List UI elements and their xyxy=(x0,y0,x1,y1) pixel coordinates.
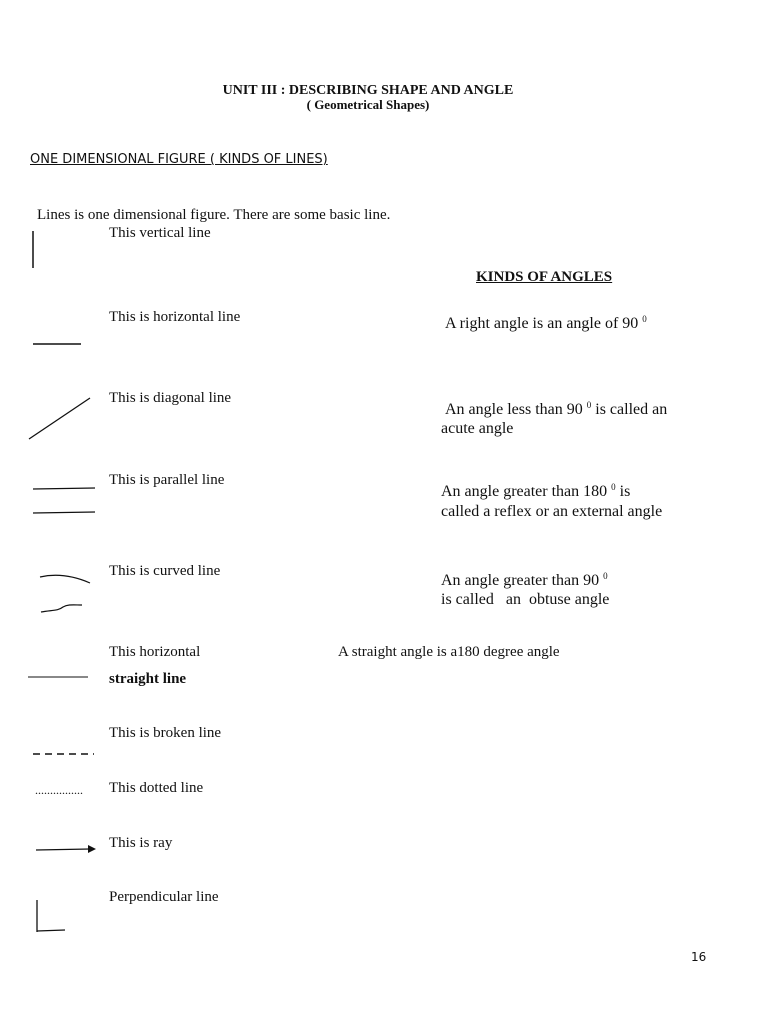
page-number: 16 xyxy=(691,950,707,964)
perpendicular-line-label: Perpendicular line xyxy=(109,889,219,905)
diagonal-line-figure xyxy=(29,398,90,439)
curved-line-top-figure xyxy=(40,575,90,583)
diagonal-line-label: This is diagonal line xyxy=(109,390,232,406)
horizontal-line-label: This is horizontal line xyxy=(109,309,241,325)
parallel-line-top-figure xyxy=(33,488,95,489)
intro-text: Lines is one dimensional figure. There are some basic line. xyxy=(37,207,391,223)
angles-heading: KINDS OF ANGLES xyxy=(476,269,613,285)
right-angle-text: A right angle is an angle of 90 $^0$ xyxy=(445,314,647,332)
perpendicular-horizontal-figure xyxy=(37,930,65,931)
parallel-line-bottom-figure xyxy=(33,512,95,513)
acute-angle-text: An angle less than 90 $^0$ is called an acute angle xyxy=(441,400,668,437)
obtuse-angle-text: An angle greater than 90 $^0$ is called an obtuse angle xyxy=(441,571,610,608)
dotted-line-label: This dotted line xyxy=(109,780,204,796)
ray-line-figure xyxy=(36,849,90,850)
horizontal-straight-label-bold: straight line xyxy=(109,671,187,687)
curved-line-label: This is curved line xyxy=(109,563,221,579)
vertical-line-label: This vertical line xyxy=(109,225,211,241)
reflex-angle-text: An angle greater than 180 $^0$ is called a reflex or an external angle xyxy=(441,482,663,520)
parallel-line-label: This is parallel line xyxy=(109,472,225,488)
straight-angle-text: A straight angle is a180 degree angle xyxy=(338,644,560,660)
page-subtitle: ( Geometrical Shapes) xyxy=(306,97,430,112)
horizontal-straight-label: This horizontal xyxy=(109,644,201,660)
page-title: UNIT III : DESCRIBING SHAPE AND ANGLE xyxy=(222,83,514,98)
broken-line-label: This is broken line xyxy=(109,725,222,741)
section-heading: ONE DIMENSIONAL FIGURE ( KINDS OF LINES) xyxy=(30,152,328,167)
dotted-line-sample: ................ xyxy=(35,783,83,797)
ray-arrowhead-figure xyxy=(88,845,96,853)
ray-label: This is ray xyxy=(109,835,173,851)
curved-line-bottom-figure xyxy=(41,605,82,612)
